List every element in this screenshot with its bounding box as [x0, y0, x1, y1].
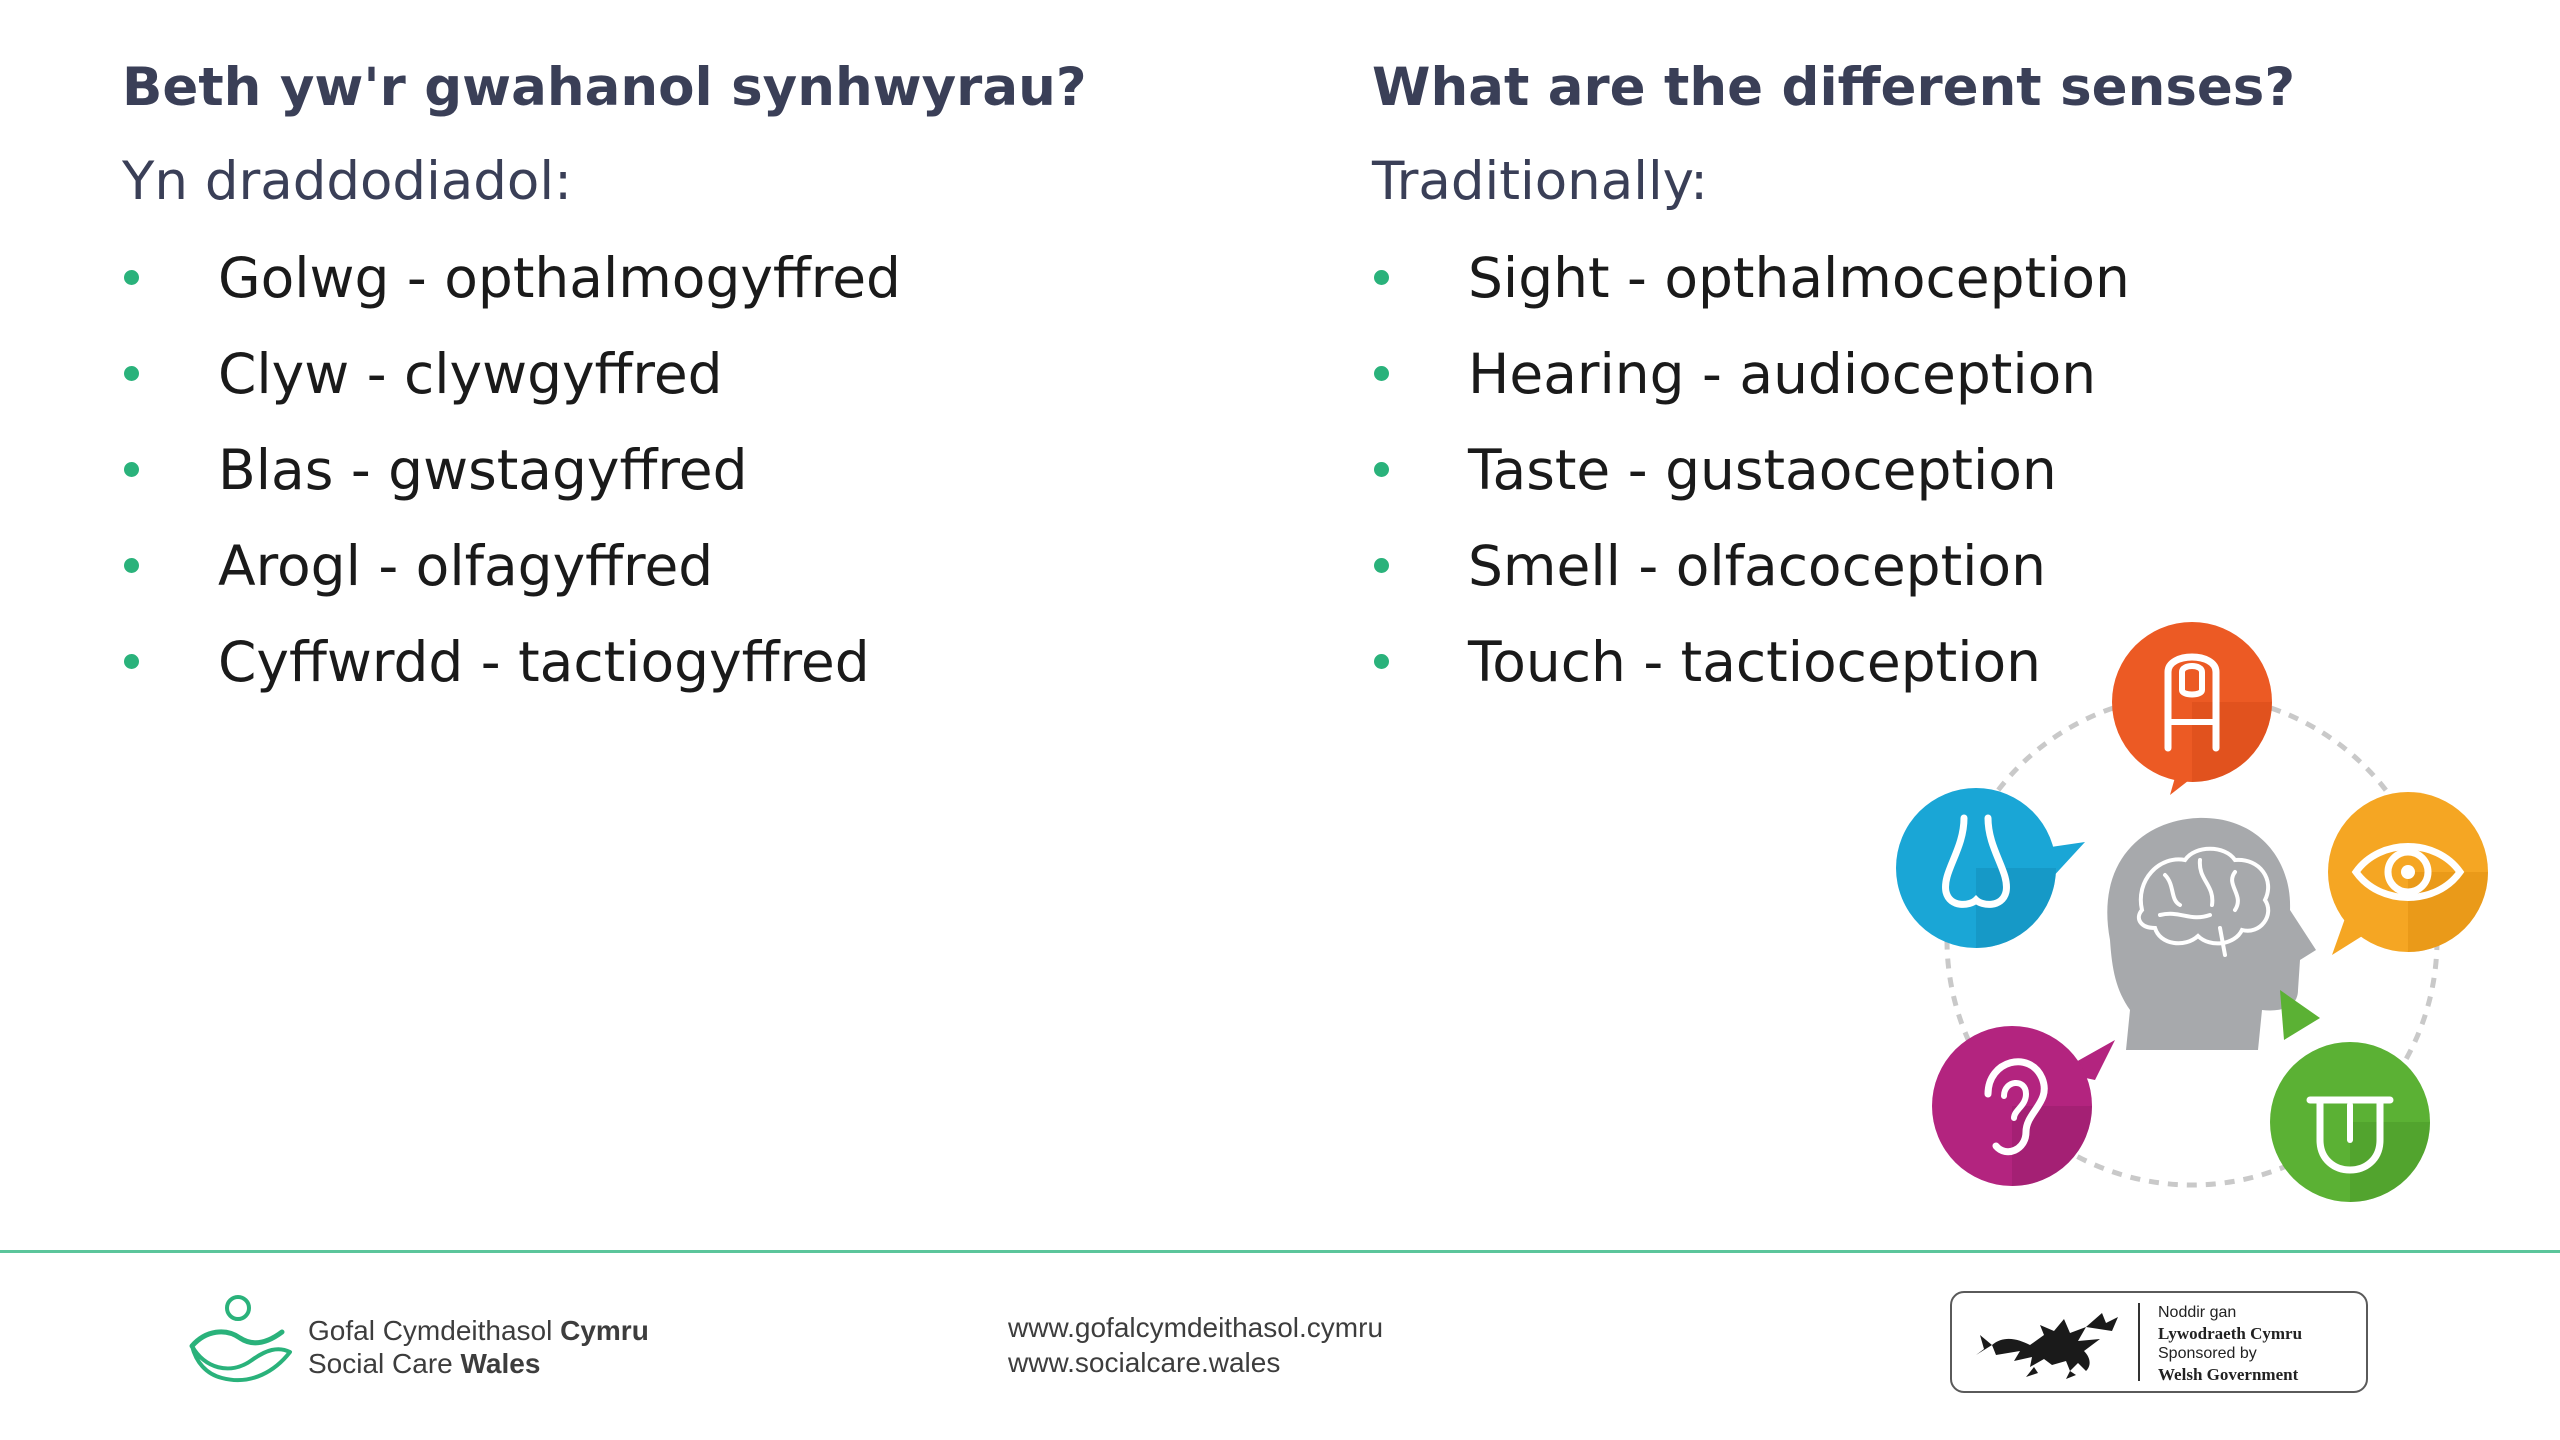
welsh-heading: Beth yw'r gwahanol synhwyrau?: [122, 57, 1087, 118]
five-senses-illustration: [1880, 610, 2500, 1220]
tongue-icon: [2270, 990, 2430, 1202]
bullet-icon: [1374, 270, 1389, 285]
bullet-icon: [124, 366, 139, 381]
welsh-senses-list: [122, 238, 1272, 718]
list-item: [122, 622, 1272, 718]
footer-divider: [0, 1250, 2560, 1253]
logo-text: [308, 1314, 649, 1380]
list-item-text: Blas - gwstagyffred: [218, 438, 748, 502]
list-item-text: Hearing - audioception: [1468, 342, 2097, 406]
welsh-column: [122, 48, 1272, 718]
sponsor-welsh-name: Lywodraeth Cymru: [2158, 1324, 2303, 1343]
sponsor-english-label: Sponsored by: [2158, 1345, 2257, 1362]
list-item-text: Touch - tactioception: [1468, 630, 2042, 694]
logo-welsh-regular: Gofal Cymdeithasol: [308, 1315, 561, 1346]
logo-line-welsh: [308, 1314, 649, 1347]
list-item-text: Taste - gustaoception: [1468, 438, 2057, 502]
list-item-text: Sight - opthalmoception: [1468, 246, 2130, 310]
list-item: [122, 334, 1272, 430]
list-item-text: Arogl - olfagyffred: [218, 534, 714, 598]
bullet-icon: [124, 654, 139, 669]
list-item: [1372, 430, 2472, 526]
bullet-icon: [124, 558, 139, 573]
english-subheading: Traditionally:: [1372, 151, 1709, 212]
list-item: [1372, 238, 2472, 334]
url-english[interactable]: www.socialcare.wales: [1008, 1347, 1281, 1378]
bullet-icon: [1374, 558, 1389, 573]
bullet-icon: [124, 270, 139, 285]
website-links: [1008, 1310, 1383, 1380]
welsh-subheading: Yn draddodiadol:: [122, 151, 572, 212]
list-item: [122, 526, 1272, 622]
logo-line-english: [308, 1347, 649, 1380]
english-heading: What are the different senses?: [1372, 57, 2296, 118]
logo-english-bold: Wales: [460, 1348, 541, 1379]
bullet-icon: [1374, 654, 1389, 669]
list-item-text: Clyw - clywgyffred: [218, 342, 723, 406]
finger-icon: [2112, 622, 2272, 795]
logo-welsh-bold: Cymru: [560, 1315, 649, 1346]
list-item: [122, 430, 1272, 526]
sponsor-welsh-label: Noddir gan: [2158, 1304, 2237, 1321]
sponsor-english-name: Welsh Government: [2158, 1365, 2299, 1384]
welsh-government-sponsor-badge: [1950, 1291, 2368, 1393]
list-item: [122, 238, 1272, 334]
list-item-text: Smell - olfacoception: [1468, 534, 2046, 598]
bullet-icon: [1374, 366, 1389, 381]
social-care-wales-logo: [186, 1294, 706, 1384]
nose-icon: [1896, 788, 2085, 948]
url-welsh[interactable]: www.gofalcymdeithasol.cymru: [1008, 1312, 1384, 1343]
social-care-wales-logo-icon: [186, 1294, 296, 1384]
badge-divider: [2138, 1303, 2140, 1381]
list-item-text: Golwg - opthalmogyffred: [218, 246, 901, 310]
list-item-text: Cyffwrdd - tactiogyffred: [218, 630, 870, 694]
bullet-icon: [1374, 462, 1389, 477]
welsh-dragon-icon: [1974, 1305, 2124, 1381]
list-item: [1372, 526, 2472, 622]
eye-icon: [2328, 792, 2488, 955]
ear-icon: [1932, 1026, 2115, 1186]
list-item: [1372, 334, 2472, 430]
sponsor-text: [2158, 1303, 2302, 1385]
logo-english-regular: Social Care: [308, 1348, 461, 1379]
bullet-icon: [124, 462, 139, 477]
